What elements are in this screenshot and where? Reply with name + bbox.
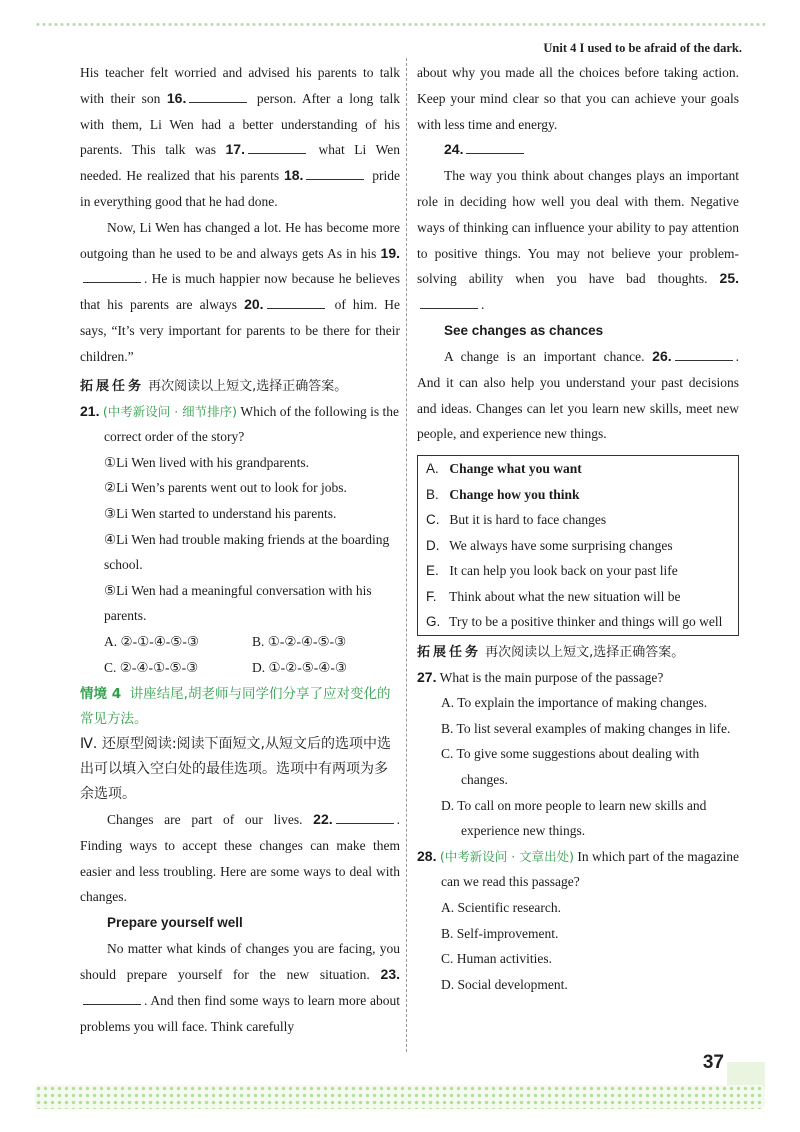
paragraph: Now, Li Wen has changed a lot. He has become more outgoing than he used to be and always gets As in his 19.. He is much happier now because he believes that his parents are always 20. of him. He says, “It’s very important for parents to be there for their children.” xyxy=(80,219,401,364)
blank-number: 26. xyxy=(652,347,672,364)
option-d[interactable]: D. ①-②-⑤-④-③ xyxy=(252,659,347,675)
blank-number: 23. xyxy=(380,966,400,983)
section-heading: See changes as chances xyxy=(444,322,604,338)
question-27: 27. What is the main purpose of the passage? xyxy=(417,668,664,685)
option-b[interactable]: B. To list several examples of making changes in life. xyxy=(441,720,731,736)
event-item: ②Li Wen’s parents went out to look for jobs. xyxy=(104,480,347,496)
question-28: 28. (中考新设问 · 文章出处) In which part of the magazine can we read this passage? xyxy=(417,847,739,890)
section-heading: Prepare yourself well xyxy=(107,915,243,931)
blank-number: 22. xyxy=(313,811,333,828)
option-a[interactable]: A. To explain the importance of making changes. xyxy=(441,695,708,711)
option-d[interactable]: D. Social development. xyxy=(441,976,568,992)
left-column xyxy=(80,60,400,1039)
option-row[interactable]: F. Think about what the new situation will be xyxy=(426,588,681,604)
option-d[interactable]: D. To call on more people to learn new skills and experience new things. xyxy=(441,797,707,839)
extension-task: 拓展任务 再次阅读以上短文,选择正确答案。 xyxy=(417,644,685,660)
right-column xyxy=(417,60,739,997)
answer-blank[interactable] xyxy=(189,89,247,103)
extension-task: 拓展任务 再次阅读以上短文,选择正确答案。 xyxy=(80,378,348,394)
page-number: 37 xyxy=(702,1052,724,1073)
option-row[interactable]: D. We always have some surprising changes xyxy=(426,537,673,553)
option-b[interactable]: B. Self-improvement. xyxy=(441,925,559,941)
answer-options xyxy=(80,629,400,655)
answer-blank[interactable] xyxy=(675,347,733,361)
option-c[interactable]: C. Human activities. xyxy=(441,951,552,967)
option-row[interactable]: C. But it is hard to face changes xyxy=(426,512,607,528)
paragraph: No matter what kinds of changes you are facing, you should prepare yourself for the new situation. 23.. And then find some ways to learn more about problems you will face. Think carefully xyxy=(80,941,400,1034)
option-a[interactable]: A. Scientific research. xyxy=(441,900,561,915)
blank-number: 18. xyxy=(283,167,304,184)
scene-note: 情境 4 讲座结尾,胡老师与同学们分享了应对变化的常见方法。 xyxy=(80,686,391,728)
bottom-dotted-band xyxy=(35,1085,765,1109)
option-a[interactable]: A. ②-①-④-⑤-③ xyxy=(104,633,199,649)
blank-number: 16. xyxy=(166,89,187,106)
event-item: ①Li Wen lived with his grandparents. xyxy=(104,454,309,470)
option-row[interactable]: B. Change how you think xyxy=(426,486,580,502)
answer-blank[interactable] xyxy=(466,140,524,154)
blank-line xyxy=(417,137,739,163)
answer-blank[interactable] xyxy=(248,140,306,154)
top-dotted-border xyxy=(35,22,765,27)
option-c[interactable]: C. ②-④-①-⑤-③ xyxy=(104,659,199,675)
event-item: ③Li Wen started to understand his parents. xyxy=(104,505,337,521)
paragraph: His teacher felt worried and advised his parents to talk with their son 16. person. After a long talk with them, Li Wen had a better understanding of his parents. This talk was 17. what Li Wen needed. He realized that his parents 18. pride in everything good that he had done. xyxy=(80,65,401,209)
answer-blank[interactable] xyxy=(267,295,325,309)
paragraph: about why you made all the choices before taking action. Keep your mind clear so that you can achieve your goals with less time and energy. xyxy=(417,65,739,132)
blank-number: 20. xyxy=(244,296,264,313)
blank-number: 24. xyxy=(444,141,464,158)
option-row[interactable]: G. Try to be a positive thinker and things will go well xyxy=(426,614,723,630)
answer-blank[interactable] xyxy=(83,991,141,1005)
blank-number: 17. xyxy=(225,141,245,158)
paragraph: Changes are part of our lives. 22. . Finding ways to accept these changes can make them easier and less troubling. Here are some ways to deal with changes. xyxy=(80,811,401,905)
event-item: ④Li Wen had trouble making friends at the boarding school. xyxy=(104,531,390,573)
answer-blank[interactable] xyxy=(306,166,364,180)
option-b[interactable]: B. ①-②-④-⑤-③ xyxy=(252,633,347,649)
running-header: Unit 4 I used to be afraid of the dark. xyxy=(543,41,742,55)
answer-blank[interactable] xyxy=(336,810,394,824)
options-box xyxy=(417,455,739,636)
paragraph: A change is an important chance. 26. . And it can also help you understand your past decisions and ideas. Changes can let you learn new skills, meet new people, and experience new things. xyxy=(417,347,739,442)
event-item: ⑤Li Wen had a meaningful conversation with his parents. xyxy=(104,582,372,624)
column-divider xyxy=(406,58,407,1052)
option-row[interactable]: A. Change what you want xyxy=(426,461,582,477)
answer-blank[interactable] xyxy=(420,295,478,309)
blank-number: 19. xyxy=(380,244,400,261)
option-c[interactable]: C. To give some suggestions about dealing with changes. xyxy=(441,746,700,788)
section-instruction: Ⅳ. 还原型阅读:阅读下面短文,从短文后的选项中选出可以填入空白处的最佳选项。选项中有两项为多余选项。 xyxy=(80,736,391,803)
question-21: 21. (中考新设问 · 细节排序) Which of the following is the correct order of the story? xyxy=(80,402,399,445)
option-row[interactable]: E. It can help you look back on your past life xyxy=(426,563,678,579)
blank-number: 25. xyxy=(719,270,739,287)
paragraph: The way you think about changes plays an important role in deciding how well you deal with them. Negative ways of thinking can influence your ability to pay attention to positive things. You may not believe your problem-solving ability when you have bad thoughts. 25.. xyxy=(417,168,739,313)
answer-options xyxy=(80,655,400,681)
answer-blank[interactable] xyxy=(83,269,141,283)
